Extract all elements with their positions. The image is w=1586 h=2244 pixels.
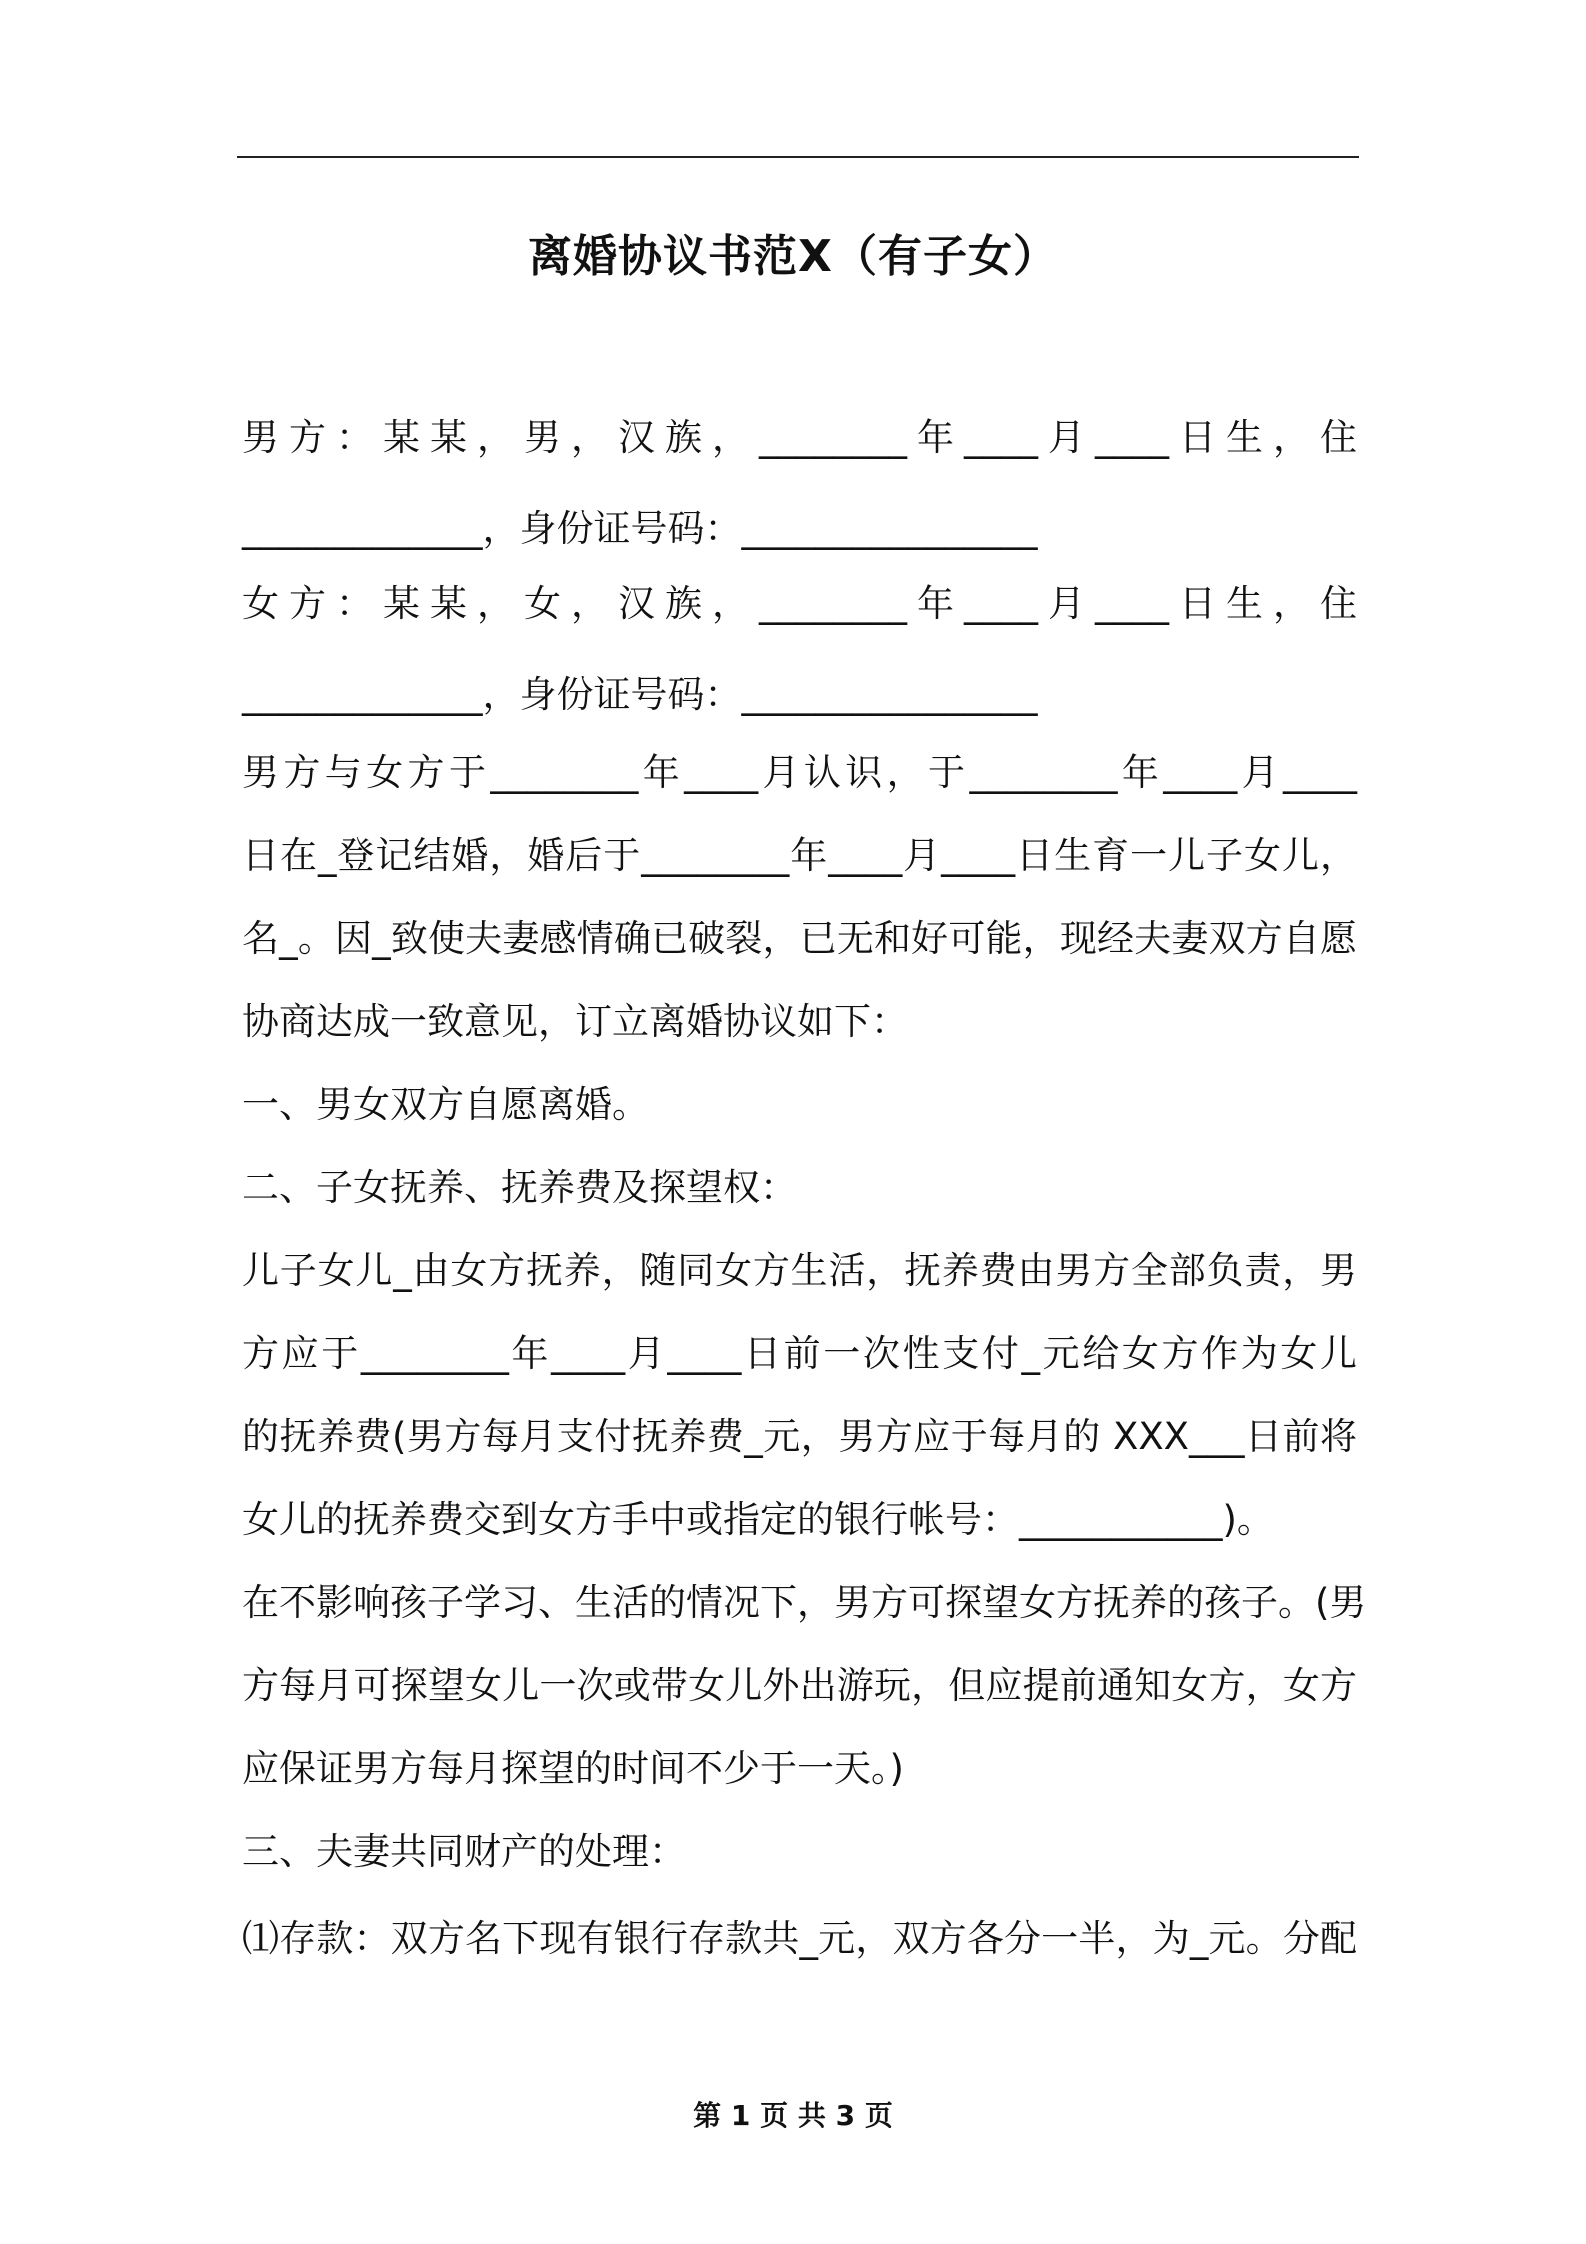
body-line: 方每月可探望女儿一次或带女儿外出游玩，但应提前通知女方，女方 xyxy=(242,1664,1357,1707)
section-heading: 三、夫妻共同财产的处理： xyxy=(242,1830,686,1873)
body-line: 男方：某某，男，汉族，________年____月____日生，住 xyxy=(242,416,1357,459)
body-line: 男方与女方于________年____月认识，于________年____月____ xyxy=(242,751,1357,794)
document-title: 离婚协议书范X（有子女） xyxy=(528,231,1058,282)
body-line: _____________，身份证号码：________________ xyxy=(242,673,1038,716)
body-line: ⑴存款：双方名下现有银行存款共_元，双方各分一半，为_元。分配 xyxy=(242,1917,1357,1960)
page-number: 第 1 页 共 3 页 xyxy=(693,2099,893,2132)
header-divider xyxy=(237,156,1359,158)
body-line: 日在_登记结婚，婚后于________年____月____日生育一儿子女儿， xyxy=(242,834,1357,877)
body-line: 的抚养费(男方每月支付抚养费_元，男方应于每月的 XXX___日前将 xyxy=(242,1415,1357,1458)
body-line: 方应于________年____月____日前一次性支付_元给女方作为女儿 xyxy=(242,1332,1357,1375)
body-line: 儿子女儿_由女方抚养，随同女方生活，抚养费由男方全部负责，男 xyxy=(242,1249,1357,1292)
body-line: 名_。因_致使夫妻感情确已破裂，已无和好可能，现经夫妻双方自愿 xyxy=(242,917,1357,960)
body-line: 女方：某某，女，汉族，________年____月____日生，住 xyxy=(242,582,1357,625)
body-line: 协商达成一致意见，订立离婚协议如下： xyxy=(242,1000,908,1043)
section-heading: 一、男女双方自愿离婚。 xyxy=(242,1083,649,1126)
body-line: 应保证男方每月探望的时间不少于一天。) xyxy=(242,1747,904,1790)
body-line: 女儿的抚养费交到女方手中或指定的银行帐号：___________)。 xyxy=(242,1498,1274,1541)
section-heading: 二、子女抚养、抚养费及探望权： xyxy=(242,1166,797,1209)
body-line: _____________，身份证号码：________________ xyxy=(242,507,1038,550)
body-line: 在不影响孩子学习、生活的情况下，男方可探望女方抚养的孩子。(男 xyxy=(242,1581,1367,1624)
